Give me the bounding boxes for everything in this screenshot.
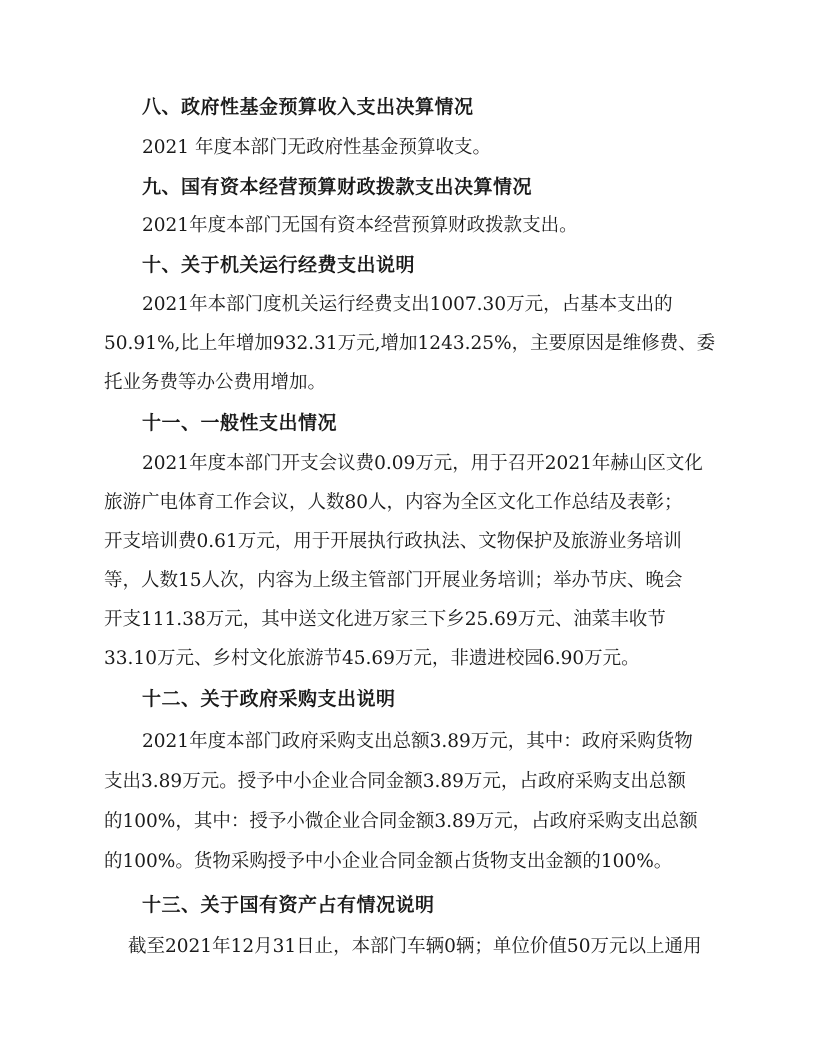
section-heading-13: 十三、关于国有资产占有情况说明 xyxy=(142,894,435,916)
section-heading-8: 八、政府性基金预算收入支出决算情况 xyxy=(142,96,474,118)
paragraph-line: 开支培训费0.61万元，用于开展执行政执法、文物保护及旅游业务培训 xyxy=(104,531,682,552)
paragraph-line: 支出3.89万元。授予中小企业合同金额3.89万元，占政府采购支出总额 xyxy=(104,771,686,792)
paragraph-line: 2021年度本部门无国有资本经营预算财政拨款支出。 xyxy=(142,215,578,236)
paragraph-line: 等，人数15人次，内容为上级主管部门开展业务培训；举办节庆、晚会 xyxy=(104,570,683,591)
paragraph-line: 托业务费等办公费用增加。 xyxy=(104,372,327,393)
paragraph-line: 截至2021年12月31日止，本部门车辆0辆；单位价值50万元以上通用 xyxy=(128,936,702,957)
section-heading-12: 十二、关于政府采购支出说明 xyxy=(142,688,396,710)
section-heading-10: 十、关于机关运行经费支出说明 xyxy=(142,254,416,276)
paragraph-line: 2021 年度本部门无政府性基金预算收支。 xyxy=(142,137,491,158)
paragraph-line: 旅游广电体育工作会议，人数80人，内容为全区文化工作总结及表彰； xyxy=(104,492,683,513)
paragraph-line: 2021年度本部门政府采购支出总额3.89万元，其中：政府采购货物 xyxy=(142,731,693,752)
paragraph-line: 开支111.38万元，其中送文化进万家三下乡25.69万元、油菜丰收节 xyxy=(104,609,666,630)
paragraph-line: 2021年本部门度机关运行经费支出1007.30万元，占基本支出的 xyxy=(142,294,673,315)
paragraph-line: 2021年度本部门开支会议费0.09万元，用于召开2021年赫山区文化 xyxy=(142,453,703,474)
paragraph-line: 33.10万元、乡村文化旅游节45.69万元，非遗进校园6.90万元。 xyxy=(104,648,640,669)
section-heading-9: 九、国有资本经营预算财政拨款支出决算情况 xyxy=(142,176,533,198)
paragraph-line: 的100%。货物采购授予中小企业合同金额占货物支出金额的100%。 xyxy=(104,851,673,872)
section-heading-11: 十一、一般性支出情况 xyxy=(142,412,338,434)
paragraph-line: 的100%，其中：授予小微企业合同金额3.89万元，占政府采购支出总额 xyxy=(104,811,698,832)
paragraph-line: 50.91%,比上年增加932.31万元,增加1243.25%，主要原因是维修费、委 xyxy=(104,333,716,354)
